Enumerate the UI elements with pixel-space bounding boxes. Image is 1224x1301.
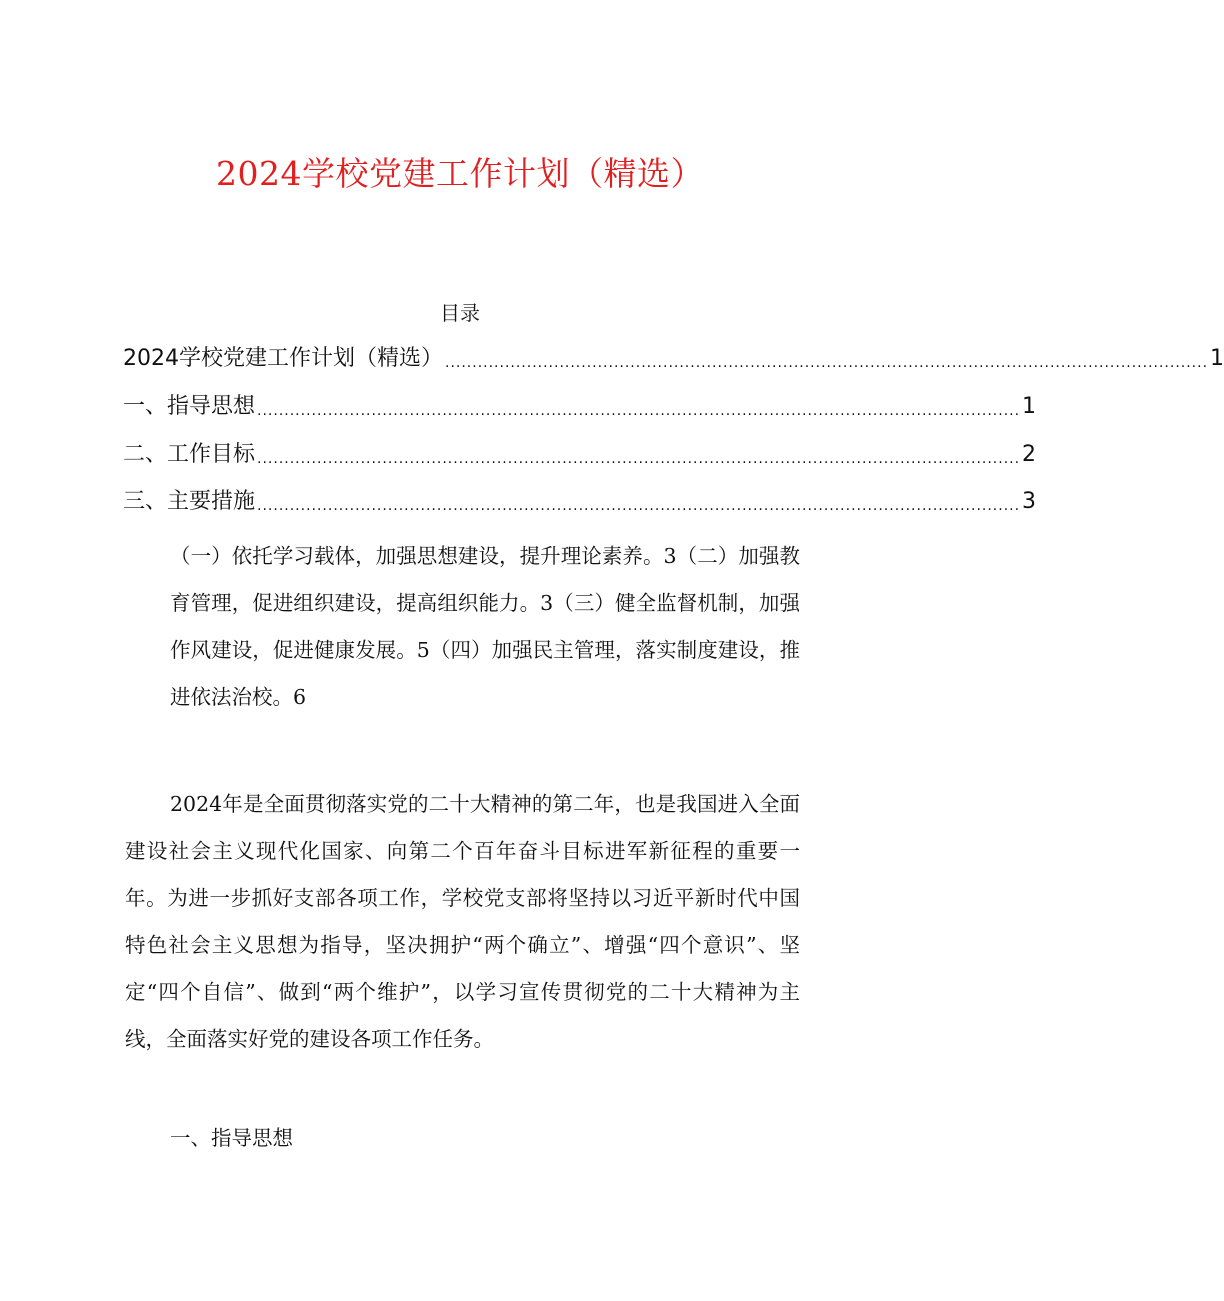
section-heading-guiding-thought: 一、指导思想 xyxy=(170,1126,293,1150)
intro-paragraph-text: 2024年是全面贯彻落实党的二十大精神的第二年，也是我国进入全面建设社会主义现代化国家、向第二个百年奋斗目标进军新征程的重要一年。为进一步抓好支部各项工作，学校党支部将坚持以习近平新时代中国特色社会主义思想为指导，坚决拥护“两个确立”、增强“四个意识”、坚定“四个自信”、做到“两个维护”，以学习宣传贯彻党的二十大精神为主线，全面落实好党的建设各项工作任务。 xyxy=(125,792,800,1051)
toc-entry-page: 2 xyxy=(1022,442,1037,467)
toc-entry-label: 二、工作目标 xyxy=(123,442,256,467)
toc-entry-label: 一、指导思想 xyxy=(123,394,256,419)
toc-entry[interactable] xyxy=(123,437,1037,473)
toc-entry-page: 1 xyxy=(1022,394,1037,419)
toc-entry[interactable] xyxy=(123,341,1224,377)
toc-entry[interactable] xyxy=(123,389,1037,425)
toc-entry-label: 三、主要措施 xyxy=(123,489,256,514)
toc-entry-page: 1 xyxy=(1210,346,1224,371)
toc-dot-leader: ............................................................................................................................................ xyxy=(257,403,1021,419)
toc-entry-label: 2024学校党建工作计划（精选） xyxy=(123,346,443,371)
toc-dot-leader: ............................................................................................................................................ xyxy=(257,498,1021,514)
toc-dot-leader: ............................................................................................................................................ xyxy=(257,451,1021,467)
toc-sub-entries: （一）依托学习载体，加强思想建设，提升理论素养。3（二）加强教育管理，促进组织建设，提高组织能力。3（三）健全监督机制，加强作风建设，促进健康发展。5（四）加强民主管理，落实制度建设，推进依法治校。6 xyxy=(170,544,800,709)
intro-paragraph xyxy=(125,781,800,1063)
toc-dot-leader: ............................................................................................................................................ xyxy=(445,355,1209,371)
document-title: 2024学校党建工作计划（精选） xyxy=(216,154,704,193)
toc-entry[interactable] xyxy=(123,484,1037,520)
toc-entry-page: 3 xyxy=(1022,489,1037,514)
toc-heading: 目录 xyxy=(440,301,480,325)
